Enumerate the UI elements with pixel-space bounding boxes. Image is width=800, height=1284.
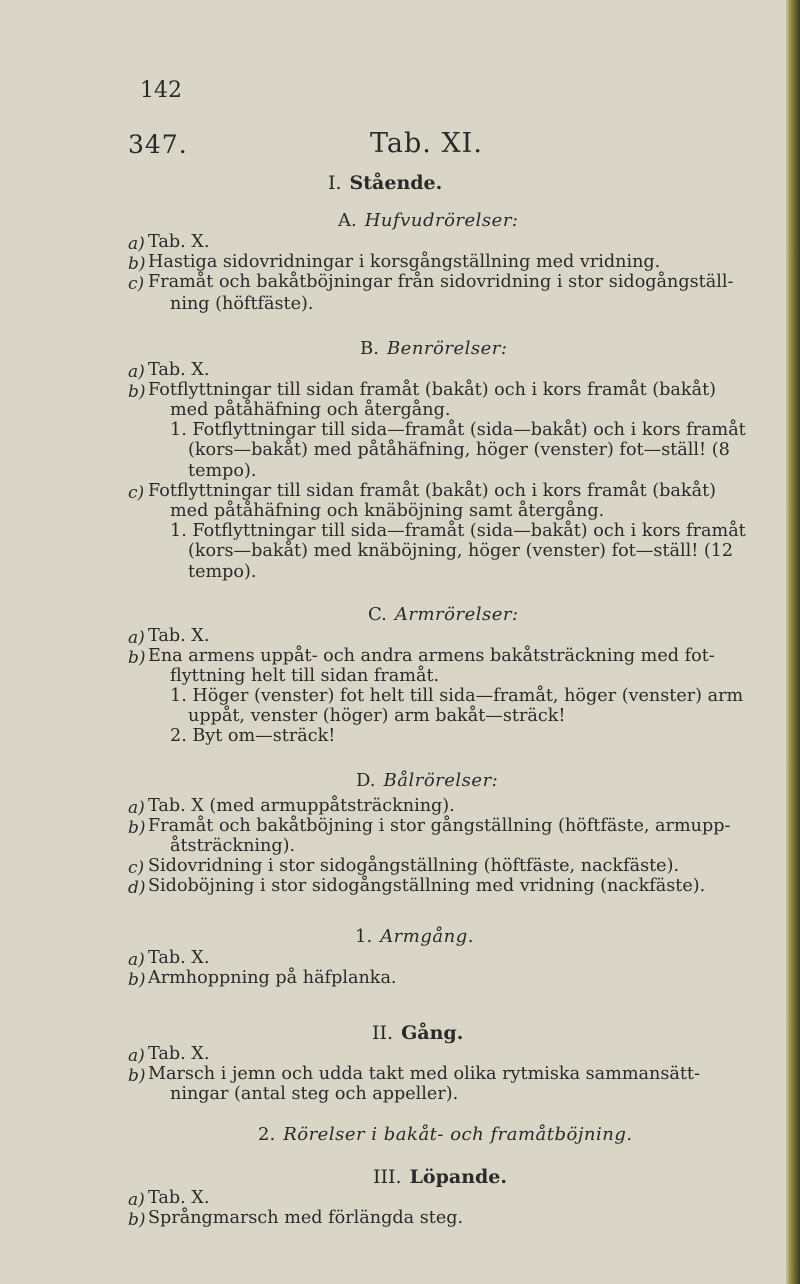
subheading-D-letter: D. — [356, 770, 376, 791]
subheading-D-title: Bålrörelser: — [383, 770, 499, 791]
sub-item-line: uppåt, venster (höger) arm bakåt—sträck! — [188, 706, 566, 726]
item-line: ning (höftfäste). — [170, 294, 314, 314]
subheading-C-letter: C. — [368, 604, 387, 625]
item-line: Hastiga sidovridningar i korsgångställning med vridning. — [148, 252, 661, 272]
item-mark: b) — [128, 1210, 146, 1230]
item-line: med påtåhäfning och knäböjning samt återgång. — [170, 501, 605, 521]
subheading-B — [360, 338, 507, 359]
item-line: Sidoböjning i stor sidogångställning med vridning (nackfäste). — [148, 876, 706, 896]
heading-part3-roman: III. — [373, 1166, 402, 1188]
item-line: Tab. X. — [148, 948, 210, 968]
item-line: åtsträckning). — [170, 836, 296, 856]
item-line: Fotflyttningar till sidan framåt (bakåt) och i kors framåt (bakåt) — [148, 481, 716, 501]
item-mark: a) — [128, 234, 145, 254]
subheading-D — [356, 770, 498, 791]
item-mark: c) — [128, 274, 145, 294]
heading-part2 — [372, 1022, 463, 1044]
item-line: Marsch i jemn och udda takt med olika rytmiska sammansätt- — [148, 1064, 700, 1084]
item-line: med påtåhäfning och återgång. — [170, 400, 451, 420]
item-mark: a) — [128, 628, 145, 648]
sub-item-line: 1. Höger (venster) fot helt till sida—framåt, höger (venster) arm — [170, 686, 744, 706]
sub-item-line: 1. Fotflyttningar till sida—framåt (sida—bakåt) och i kors framåt — [170, 420, 746, 440]
item-mark: d) — [128, 878, 146, 898]
item-mark: c) — [128, 858, 145, 878]
sub-item-line: (kors—bakåt) med påtåhäfning, höger (venster) fot—ställ! (8 — [188, 440, 730, 460]
subheading-B-letter: B. — [360, 338, 379, 359]
item-line: Tab. X. — [148, 232, 210, 252]
sub-item-line: tempo). — [188, 461, 257, 481]
heading-part2-roman: II. — [372, 1022, 394, 1044]
item-line: Tab. X. — [148, 1044, 210, 1064]
heading-part1-roman: I. — [328, 172, 342, 194]
item-line: Tab. X. — [148, 626, 210, 646]
heading-part2-title: Gång. — [401, 1022, 464, 1044]
heading-part1-title: Stående. — [349, 172, 443, 194]
item-line: ningar (antal steg och appeller). — [170, 1084, 459, 1104]
item-mark: a) — [128, 1190, 145, 1210]
item-line: Armhoppning på häfplanka. — [148, 968, 397, 988]
item-line: Språngmarsch med förlängda steg. — [148, 1208, 464, 1228]
item-line: Tab. X. — [148, 360, 210, 380]
item-mark: a) — [128, 798, 145, 818]
subheading-rorelser — [258, 1124, 633, 1145]
tab-title: Tab. XI. — [370, 128, 483, 159]
item-mark: b) — [128, 382, 146, 402]
heading-part1 — [328, 172, 442, 194]
subheading-A — [338, 210, 518, 231]
subheading-A-title: Hufvudrörelser: — [364, 210, 519, 231]
item-mark: b) — [128, 818, 146, 838]
item-line: Framåt och bakåtböjning i stor gångställning (höftfäste, armupp- — [148, 816, 731, 836]
sub-item-line: 1. Fotflyttningar till sida—framåt (sida—bakåt) och i kors framåt — [170, 521, 746, 541]
subheading-C — [368, 604, 519, 625]
heading-part3-title: Löpande. — [409, 1166, 507, 1188]
item-line: Ena armens uppåt- och andra armens bakåtsträckning med fot- — [148, 646, 715, 666]
subheading-C-title: Armrörelser: — [394, 604, 519, 625]
subheading-rorelser-number: 2. — [258, 1124, 276, 1145]
item-mark: a) — [128, 362, 145, 382]
item-mark: b) — [128, 1066, 146, 1086]
subheading-armgang-number: 1. — [355, 926, 373, 947]
subheading-A-letter: A. — [338, 210, 357, 231]
item-mark: b) — [128, 970, 146, 990]
page-edge — [786, 0, 800, 1284]
item-mark: b) — [128, 648, 146, 668]
subheading-rorelser-title: Rörelser i bakåt- och framåtböjning. — [283, 1124, 633, 1145]
subheading-B-title: Benrörelser: — [386, 338, 508, 359]
subheading-armgang — [355, 926, 474, 947]
item-line: Tab. X (med armuppåtsträckning). — [148, 796, 455, 816]
item-mark: b) — [128, 254, 146, 274]
section-number: 347. — [128, 130, 188, 159]
item-mark: a) — [128, 950, 145, 970]
heading-part3 — [373, 1166, 507, 1188]
sub-item-line: (kors—bakåt) med knäböjning, höger (venster) fot—ställ! (12 — [188, 541, 734, 561]
item-line: Fotflyttningar till sidan framåt (bakåt) och i kors framåt (bakåt) — [148, 380, 716, 400]
subheading-armgang-title: Armgång. — [380, 926, 474, 947]
item-line: Framåt och bakåtböjningar från sidovridning i stor sidogångställ- — [148, 272, 734, 292]
sub-item-line: 2. Byt om—sträck! — [170, 726, 336, 746]
page-number: 142 — [140, 78, 182, 103]
item-line: flyttning helt till sidan framåt. — [170, 666, 440, 686]
item-mark: c) — [128, 483, 145, 503]
item-line: Tab. X. — [148, 1188, 210, 1208]
item-mark: a) — [128, 1046, 145, 1066]
item-line: Sidovridning i stor sidogångställning (höftfäste, nackfäste). — [148, 856, 680, 876]
sub-item-line: tempo). — [188, 562, 257, 582]
